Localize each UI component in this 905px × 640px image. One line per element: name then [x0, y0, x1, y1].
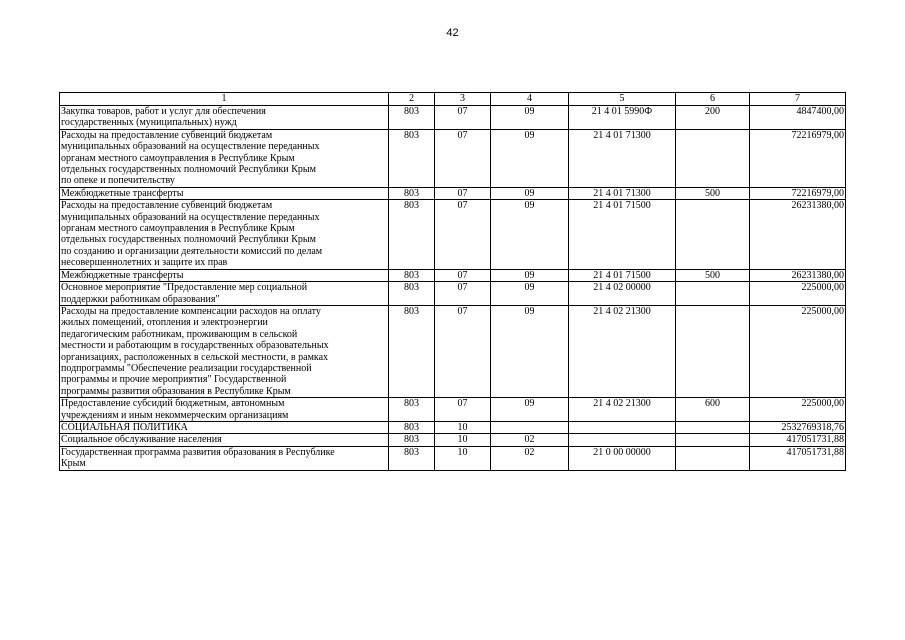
budget-table [59, 92, 846, 471]
col-name-header: 1 [60, 93, 389, 106]
amount: 225000,00 [750, 282, 846, 306]
section-code: 07 [435, 187, 491, 199]
target-article-code: 21 4 01 5990Ф [569, 106, 676, 130]
col-target-header: 5 [569, 93, 676, 106]
item-name: Предоставление субсидий бюджетным, автономным учреждениям и иным некоммерческим организациям [60, 398, 389, 422]
ministry-code: 803 [389, 398, 435, 422]
expense-type-code [676, 129, 750, 187]
item-name: Расходы на предоставление субвенций бюджетам муниципальных образований на осуществление переданных органам местного самоуправления в Республике Крым отдельных государственных полномочий Республики Крым по опеке и попечительству [60, 129, 389, 187]
target-article-code: 21 4 02 00000 [569, 282, 676, 306]
ministry-code: 803 [389, 187, 435, 199]
item-name: Межбюджетные трансферты [60, 269, 389, 281]
amount: 72216979,00 [750, 187, 846, 199]
section-code: 07 [435, 106, 491, 130]
section-code: 07 [435, 269, 491, 281]
table-row [60, 269, 846, 281]
subsection-code: 09 [491, 106, 569, 130]
expense-type-code: 500 [676, 187, 750, 199]
item-name: Межбюджетные трансферты [60, 187, 389, 199]
subsection-code [491, 421, 569, 433]
amount: 225000,00 [750, 305, 846, 397]
amount: 26231380,00 [750, 200, 846, 269]
section-code: 07 [435, 200, 491, 269]
expense-type-code: 200 [676, 106, 750, 130]
item-name: Социальное обслуживание населения [60, 434, 389, 446]
target-article-code: 21 0 00 00000 [569, 446, 676, 470]
expense-type-code [676, 282, 750, 306]
ministry-code: 803 [389, 282, 435, 306]
section-code: 07 [435, 398, 491, 422]
column-number-row [60, 93, 846, 106]
amount: 417051731,88 [750, 446, 846, 470]
amount: 225000,00 [750, 398, 846, 422]
target-article-code: 21 4 02 21300 [569, 305, 676, 397]
subsection-code: 09 [491, 305, 569, 397]
table-body [60, 106, 846, 471]
expense-type-code [676, 434, 750, 446]
amount: 26231380,00 [750, 269, 846, 281]
subsection-code: 02 [491, 434, 569, 446]
subsection-code: 09 [491, 398, 569, 422]
subsection-code: 09 [491, 187, 569, 199]
expense-type-code [676, 446, 750, 470]
target-article-code: 21 4 02 21300 [569, 398, 676, 422]
table-row [60, 305, 846, 397]
col-subsection-header: 4 [491, 93, 569, 106]
ministry-code: 803 [389, 446, 435, 470]
item-name: Закупка товаров, работ и услуг для обеспечения государственных (муниципальных) нужд [60, 106, 389, 130]
ministry-code: 803 [389, 106, 435, 130]
ministry-code: 803 [389, 305, 435, 397]
item-name: Основное мероприятие "Предоставление мер социальной поддержки работникам образования" [60, 282, 389, 306]
ministry-code: 803 [389, 434, 435, 446]
table-row [60, 200, 846, 269]
table-row [60, 421, 846, 433]
col-section-header: 3 [435, 93, 491, 106]
target-article-code: 21 4 01 71500 [569, 200, 676, 269]
expense-type-code [676, 421, 750, 433]
table-row [60, 282, 846, 306]
table-row [60, 129, 846, 187]
target-article-code [569, 421, 676, 433]
section-code: 07 [435, 305, 491, 397]
page-number: 42 [446, 27, 459, 39]
section-code: 10 [435, 446, 491, 470]
table-row [60, 106, 846, 130]
expense-type-code: 600 [676, 398, 750, 422]
ministry-code: 803 [389, 269, 435, 281]
target-article-code [569, 434, 676, 446]
table-row [60, 398, 846, 422]
item-name: Расходы на предоставление компенсации расходов на оплату жилых помещений, отопления и электроэнергии педагогическим работникам, проживающим в сельской местности и работающим в государственных образовательных организациях, расположенных в сельской местности, в рамках подпрограммы "Обеспечение реализации государственной программы и прочие мероприятия" Государственной программы развития образования в Республике Крым [60, 305, 389, 397]
amount: 72216979,00 [750, 129, 846, 187]
col-ministry-header: 2 [389, 93, 435, 106]
col-expense-type-header: 6 [676, 93, 750, 106]
amount: 4847400,00 [750, 106, 846, 130]
subsection-code: 09 [491, 129, 569, 187]
subsection-code: 09 [491, 282, 569, 306]
item-name: Расходы на предоставление субвенций бюджетам муниципальных образований на осуществление переданных органам местного самоуправления в Республике Крым отдельных государственных полномочий Республики Крым по созданию и организации деятельности комиссий по делам несовершеннолетних и защите их прав [60, 200, 389, 269]
table-row [60, 434, 846, 446]
subsection-code: 02 [491, 446, 569, 470]
table-row [60, 187, 846, 199]
expense-type-code [676, 200, 750, 269]
target-article-code: 21 4 01 71300 [569, 129, 676, 187]
target-article-code: 21 4 01 71300 [569, 187, 676, 199]
subsection-code: 09 [491, 269, 569, 281]
amount: 417051731,88 [750, 434, 846, 446]
table-row [60, 446, 846, 470]
col-amount-header: 7 [750, 93, 846, 106]
section-code: 07 [435, 129, 491, 187]
item-name: Государственная программа развития образования в Республике Крым [60, 446, 389, 470]
section-code: 10 [435, 434, 491, 446]
target-article-code: 21 4 01 71500 [569, 269, 676, 281]
section-code: 07 [435, 282, 491, 306]
section-code: 10 [435, 421, 491, 433]
ministry-code: 803 [389, 421, 435, 433]
item-name: СОЦИАЛЬНАЯ ПОЛИТИКА [60, 421, 389, 433]
expense-type-code: 500 [676, 269, 750, 281]
ministry-code: 803 [389, 200, 435, 269]
amount: 2532769318,76 [750, 421, 846, 433]
ministry-code: 803 [389, 129, 435, 187]
expense-type-code [676, 305, 750, 397]
subsection-code: 09 [491, 200, 569, 269]
